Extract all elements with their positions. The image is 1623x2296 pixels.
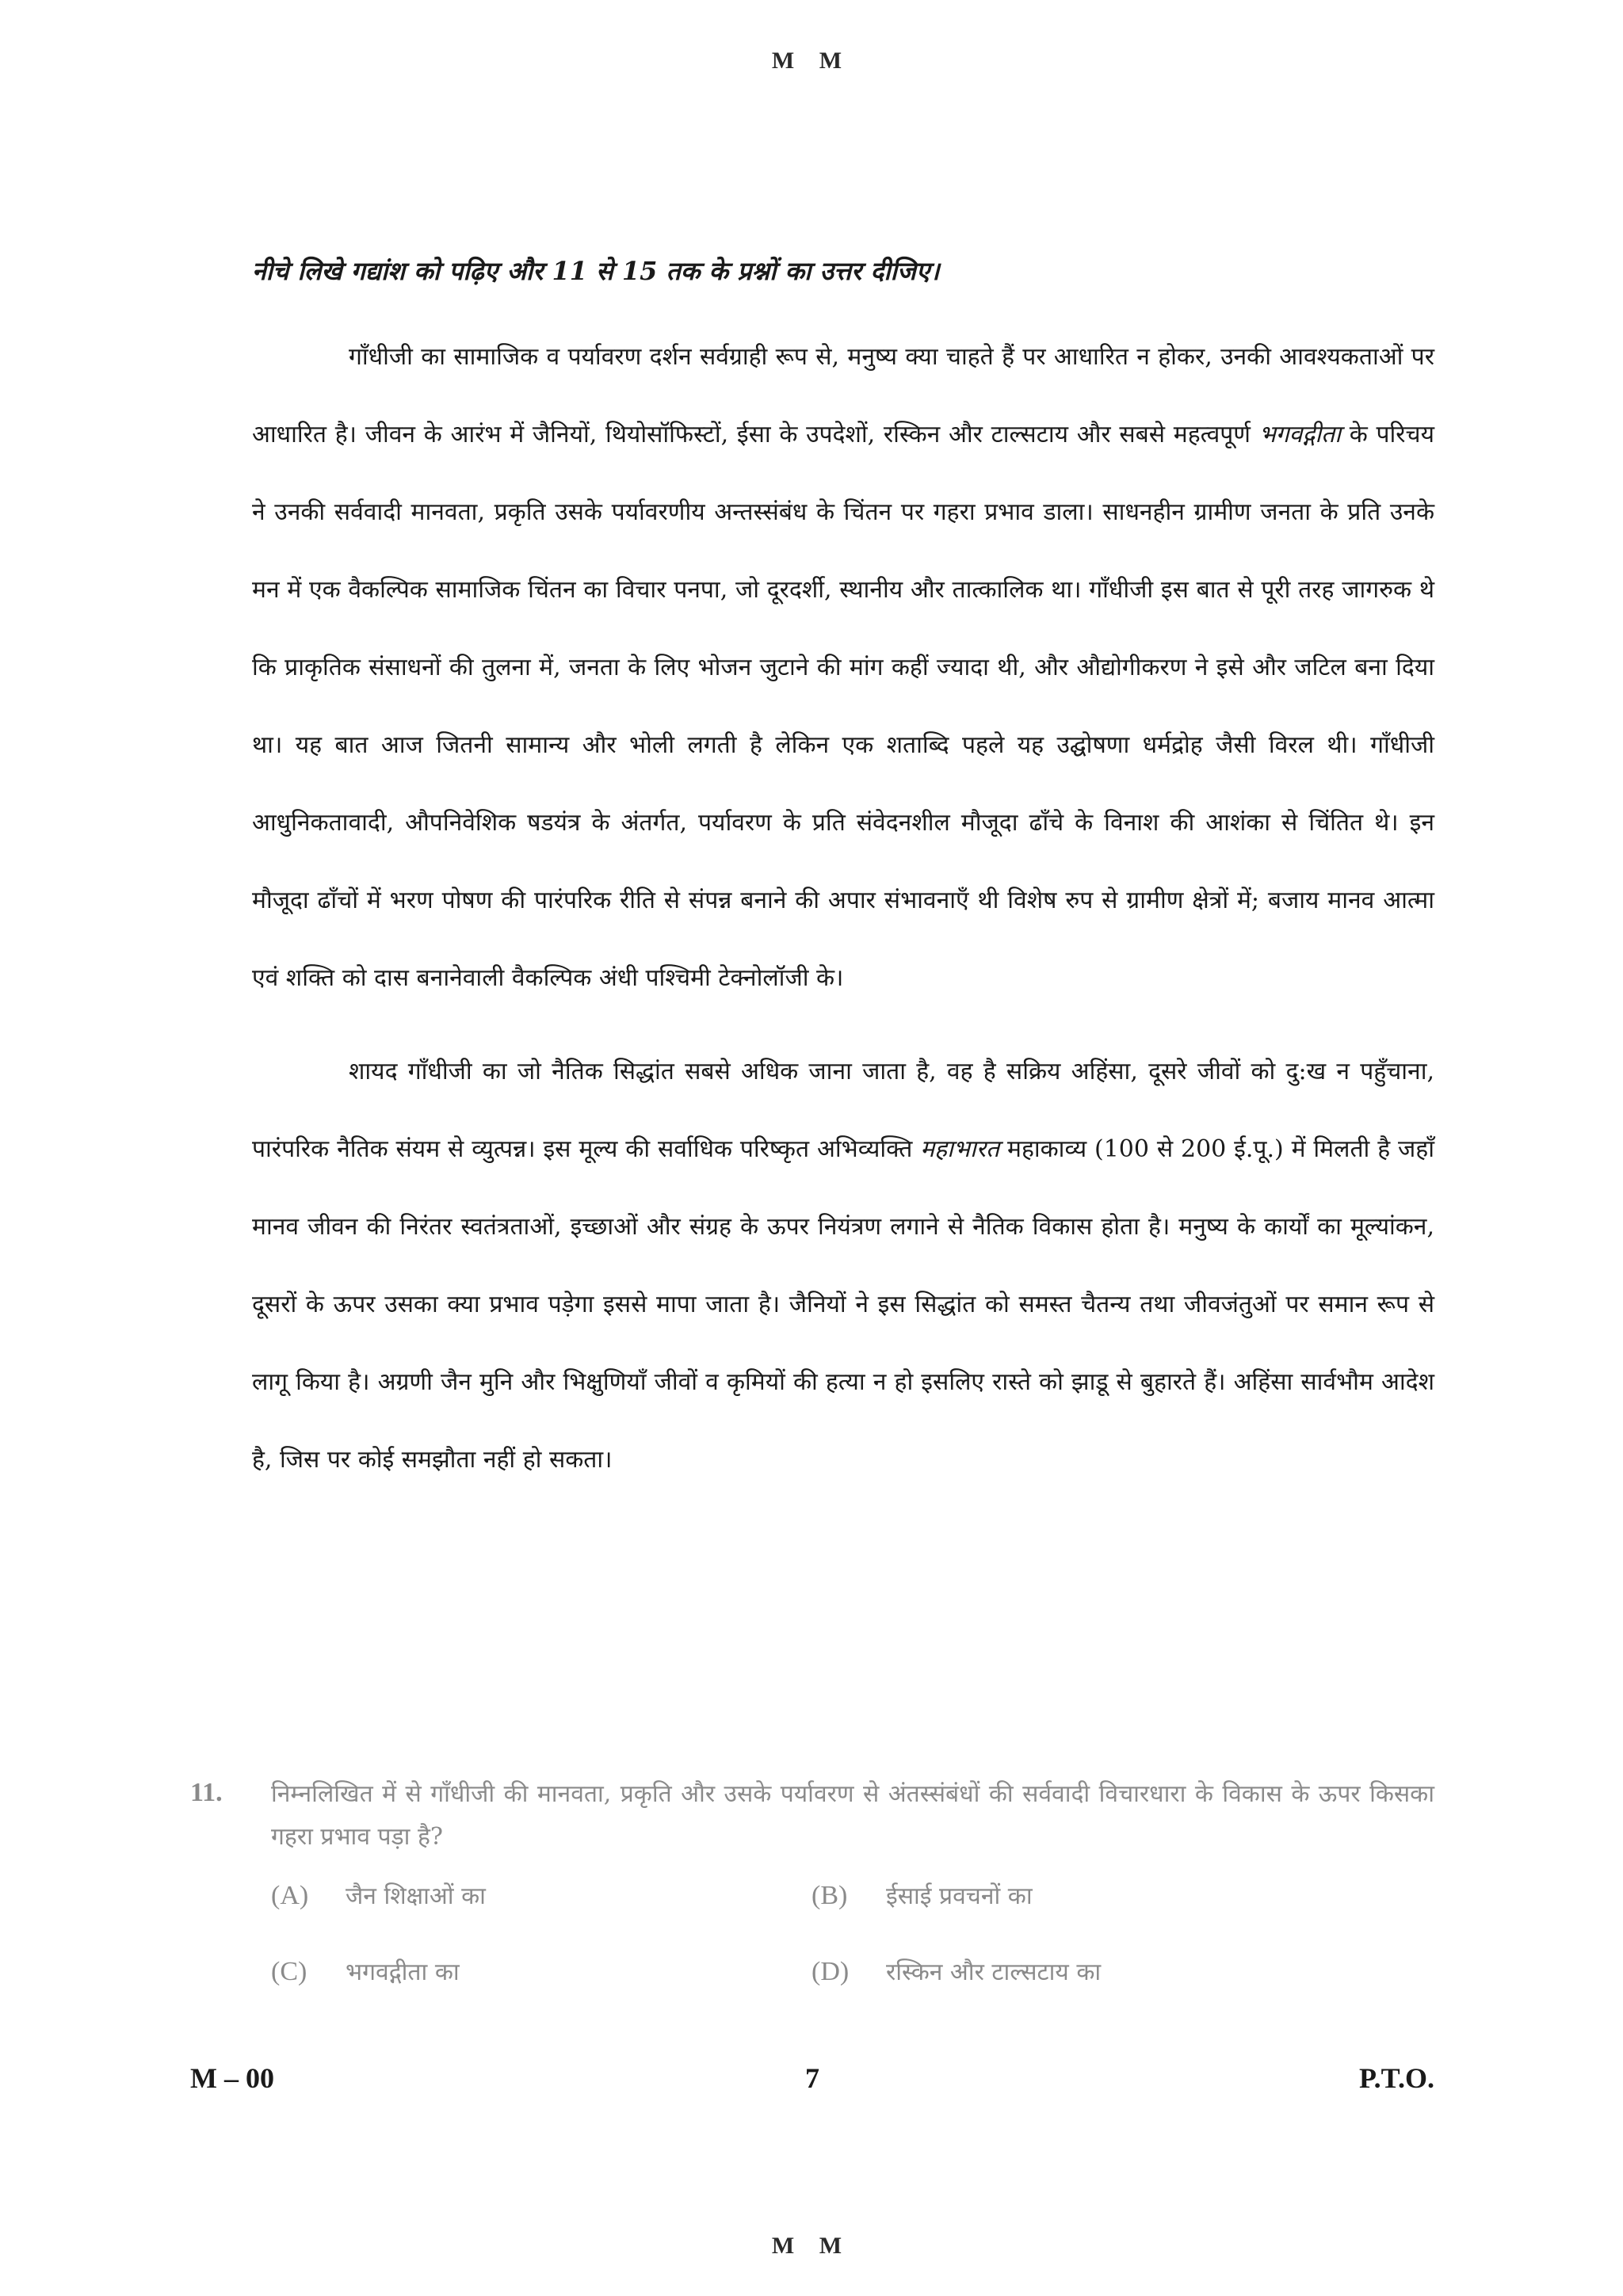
option-label: (C)	[271, 1957, 307, 1986]
italic-term: महाभारत	[920, 1135, 1000, 1163]
passage-section	[252, 252, 1434, 1499]
passage-text: के परिचय ने उनकी सर्ववादी मानवता, प्रकृति उसके पर्यावरणीय अन्तस्संबंध के चिंतन पर गहरा प्रभाव डाला। साधनहीन ग्रामीण जनता के प्रति उनके मन में एक वैकल्पिक सामाजिक चिंतन का विचार पनपा, जो दूरदर्शी, स्थानीय और तात्कालिक था। गाँधीजी इस बात से पूरी तरह जागरुक थे कि प्राकृतिक संसाधनों की तुलना में, जनता के लिए भोजन जुटाने की मांग कहीं ज्यादा थी, और औद्योगीकरण ने इसे और जटिल बना दिया था। यह बात आज जितनी सामान्य और भोली लगती है लेकिन एक शताब्दि पहले यह उद्घोषणा धर्मद्रोह जैसी विरल थी। गाँधीजी आधुनिकतावादी, औपनिवेशिक षडयंत्र के अंतर्गत, पर्यावरण के प्रति संवेदनशील मौजूदा ढाँचे के विनाश की आशंका से चिंतित थे। इन मौजूदा ढाँचों में भरण पोषण की पारंपरिक रीति से संपन्न बनाने की अपार संभावनाएँ थी विशेष रुप से ग्रामीण क्षेत्रों में; बजाय मानव आत्मा एवं शक्ति को दास बनानेवाली वैकल्पिक अंधी पश्चिमी टेक्नोलॉजी के।	[252, 421, 1434, 992]
option-a[interactable]	[271, 1876, 486, 1917]
passage-text: महाकाव्य (100 से 200 ई.पू.) में मिलती है जहाँ मानव जीवन की निरंतर स्वतंत्रताओं, इच्छाओं और संग्रह के ऊपर नियंत्रण लगाने से नैतिक विकास होता है। मनुष्य के कार्यों का मूल्यांकन, दूसरों के ऊपर उसका क्या प्रभाव पड़ेगा इससे मापा जाता है। जैनियों ने इस सिद्धांत को समस्त चैतन्य तथा जीवजंतुओं पर समान रूप से लागू किया है। अग्रणी जैन मुनि और भिक्षुणियाँ जीवों व कृमियों की हत्या न हो इसलिए रास्ते को झाडू से बुहारते हैं। अहिंसा सार्वभौम आदेश है, जिस पर कोई समझौता नहीं हो सकता।	[252, 1135, 1434, 1474]
option-text: रस्किन और टाल्सटाय का	[886, 1958, 1102, 1986]
option-label: (D)	[812, 1957, 850, 1986]
page-footer	[190, 2061, 1434, 2101]
page-number: 7	[805, 2062, 819, 2094]
option-label: (A)	[271, 1881, 309, 1910]
passage-paragraph-1	[252, 318, 1434, 1017]
option-label: (B)	[812, 1881, 848, 1910]
paper-code: M – 00	[190, 2062, 274, 2094]
question-text: निम्नलिखित में से गाँधीजी की मानवता, प्रकृति और उसके पर्यावरण से अंतस्संबंधों की सर्ववादी विचारधारा के विकास के ऊपर किसका गहरा प्रभाव पड़ा है?	[271, 1780, 1434, 1851]
passage-paragraph-2	[252, 1033, 1434, 1499]
question-number: 11.	[190, 1778, 223, 1807]
option-text: भगवद्गीता का	[346, 1958, 460, 1986]
pto-label: P.T.O.	[1358, 2062, 1434, 2094]
option-d[interactable]	[812, 1952, 1101, 1993]
passage-text: शायद गाँधीजी का जो नैतिक सिद्धांत सबसे अधिक जाना जाता है, वह है सक्रिय अहिंसा, दूसरे जीवों को दु:ख न पहुँचाना, पारंपरिक नैतिक संयम से व्युत्पन्न। इस मूल्य की सर्वाधिक परिष्कृत अभिव्यक्ति	[252, 1058, 1434, 1163]
passage-instruction: नीचे लिखे गद्यांश को पढ़िए और 11 से 15 तक के प्रश्नों का उत्तर दीजिए।	[252, 256, 940, 286]
passage-text: गाँधीजी का सामाजिक व पर्यावरण दर्शन सर्वग्राही रूप से, मनुष्य क्या चाहते हैं पर आधारित न होकर, उनकी आवश्यकताओं पर आधारित है। जीवन के आरंभ में जैनियों, थियोसॉफिस्टों, ईसा के उपदेशों, रस्किन और टाल्सटाय और सबसे महत्वपूर्ण	[252, 343, 1434, 448]
question-11	[190, 1773, 1434, 2019]
option-b[interactable]	[812, 1876, 1033, 1917]
header-mark: M M	[771, 48, 852, 74]
italic-term: भगवद्गीता	[1258, 421, 1341, 448]
answer-options	[271, 1876, 1434, 2019]
option-text: जैन शिक्षाओं का	[346, 1882, 486, 1910]
option-text: ईसाई प्रवचनों का	[886, 1882, 1033, 1910]
footer-mark: M M	[771, 2233, 852, 2259]
option-c[interactable]	[271, 1952, 460, 1993]
